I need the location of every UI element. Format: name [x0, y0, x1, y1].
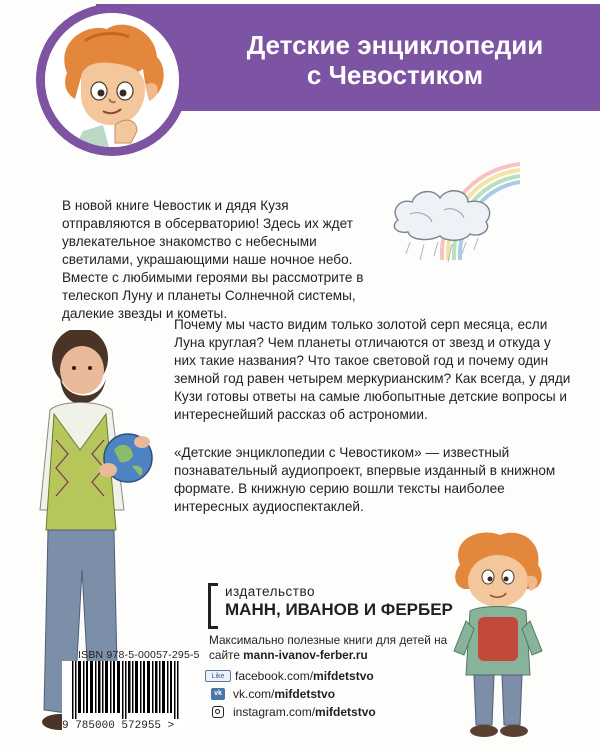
series-title-line1: Детские энциклопедии — [246, 30, 544, 60]
instagram-prefix: instagram.com/ — [233, 705, 316, 719]
vk-handle: mifdetstvo — [274, 687, 336, 701]
publisher-name: МАНН, ИВАНОВ И ФЕРБЕР — [225, 600, 453, 619]
vk-link[interactable] — [205, 686, 335, 702]
questions-paragraph: Почему мы часто видим только золотой серп месяца, если Луна круглая? Чем планеты отличаются от звезд и откуда у них такие названия? Что такое световой год и почему один земной год равен четырем меркурианским? Как всегда, у дяди Кузи готовы ответы на самые любопытные детские вопросы и интереснейший рассказ об астрономии. — [174, 316, 571, 422]
barcode-bars — [62, 661, 190, 719]
instagram-link-text — [233, 704, 376, 720]
tagline-text: Максимально полезные книги для детей на сайте — [209, 633, 448, 662]
publisher-logo-bracket — [208, 583, 218, 629]
barcode-digits: 9 785000 572955 > — [62, 720, 175, 732]
series-title — [200, 30, 590, 90]
chevostik-portrait — [36, 4, 188, 156]
facebook-prefix: facebook.com/ — [235, 669, 314, 683]
intro-paragraph: В новой книге Чевостик и дядя Кузя отправляются в обсерваторию! Здесь их ждет увлекательное знакомство с небесными светилами, украшающими наше ночное небо. Вместе с любимыми героями вы рассмотрите в телескоп Луну и планеты Солнечной системы, далекие звезды и кометы. — [62, 197, 364, 321]
facebook-handle: mifdetstvo — [313, 669, 374, 683]
vk-prefix: vk.com/ — [233, 687, 275, 701]
facebook-link-text — [235, 668, 374, 684]
instagram-handle: mifdetstvo — [315, 705, 376, 719]
publisher-website-link[interactable]: mann-ivanov-ferber.ru — [243, 648, 368, 662]
facebook-like-icon: Like — [205, 670, 231, 682]
isbn-label: ISBN 978-5-00057-295-5 — [78, 649, 200, 661]
vk-icon: vk — [211, 688, 225, 700]
instagram-icon — [212, 706, 224, 718]
vk-link-text — [233, 686, 335, 702]
instagram-link[interactable] — [205, 704, 376, 720]
publisher-tagline — [209, 633, 469, 663]
publisher-label: издательство — [225, 584, 315, 599]
cloud-rainbow-illustration — [380, 150, 520, 270]
chevostik-face-illustration — [45, 13, 179, 147]
facebook-link[interactable] — [205, 668, 374, 684]
series-title-line2: с Чевостиком — [306, 60, 484, 90]
series-description-paragraph: «Детские энциклопедии с Чевостиком» — известный познавательный аудиопроект, впервые изданный в книжном формате. В книжную серию вошли тексты наиболее интересных аудиоспектаклей. — [174, 444, 556, 514]
